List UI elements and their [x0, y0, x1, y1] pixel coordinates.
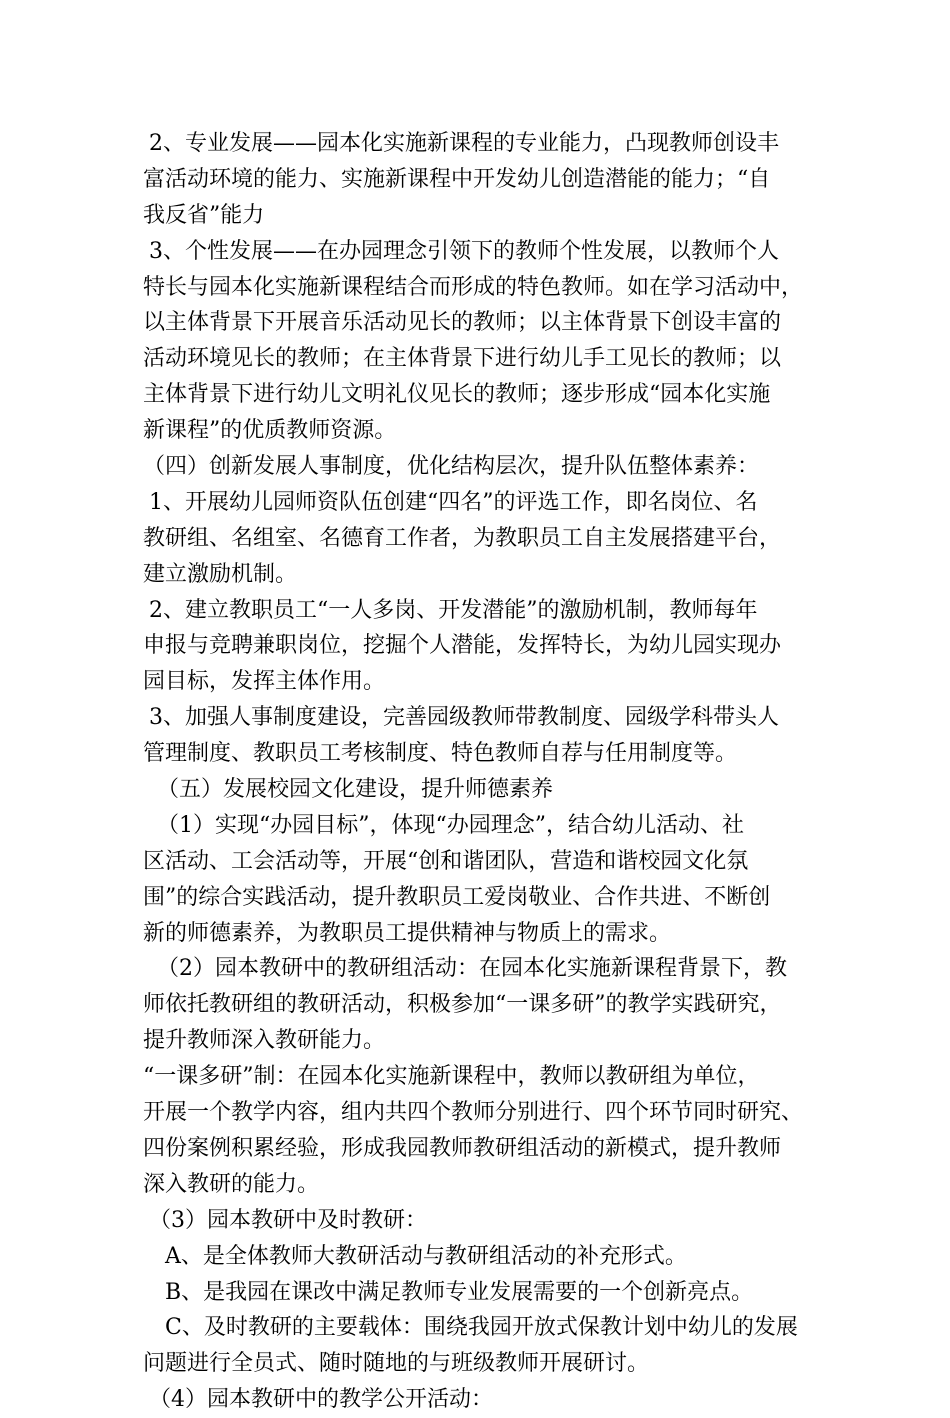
text-line: “一课多研”制：在园本化实施新课程中，教师以教研组为单位， — [143, 1064, 760, 1090]
text-line: 教研组、名组室、名德育工作者，为教职员工自主发展搭建平台， — [143, 525, 782, 551]
text-line: 活动环境见长的教师；在主体背景下进行幼儿手工见长的教师；以 — [143, 346, 782, 372]
text-line: （五）发展校园文化建设，提升师德素养 — [157, 777, 554, 803]
text-line: B、是我园在课改中满足教师专业发展需要的一个创新亮点。 — [165, 1279, 754, 1305]
text-line: （3）园本教研中及时教研： — [149, 1207, 427, 1233]
text-line: （四）创新发展人事制度，优化结构层次，提升队伍整体素养： — [143, 454, 760, 480]
text-line: 主体背景下进行幼儿文明礼仪见长的教师；逐步形成“园本化实施 — [143, 382, 771, 408]
text-line: （1）实现“办园目标”，体现“办园理念”，结合幼儿活动、社 — [157, 812, 744, 838]
text-line: 师依托教研组的教研活动，积极参加“一课多研”的教学实践研究， — [143, 992, 782, 1018]
text-line: 1、开展幼儿园师资队伍创建“四名”的评选工作，即名岗位、名 — [149, 489, 758, 515]
text-line: （4）园本教研中的教学公开活动： — [149, 1387, 493, 1413]
text-line: 新的师德素养，为教职员工提供精神与物质上的需求。 — [143, 920, 672, 946]
text-line: 四份案例积累经验，形成我园教师教研组活动的新模式，提升教师 — [143, 1135, 782, 1161]
text-line: 开展一个教学内容，组内共四个教师分别进行、四个环节同时研究、 — [143, 1100, 804, 1126]
text-line: C、及时教研的主要载体：围绕我园开放式保教计划中幼儿的发展 — [165, 1315, 798, 1341]
text-line: 深入教研的能力。 — [143, 1171, 320, 1197]
text-line: 提升教师深入教研能力。 — [143, 1028, 386, 1054]
text-line: 建立激励机制。 — [143, 561, 298, 587]
text-line: 管理制度、教职员工考核制度、特色教师自荐与任用制度等。 — [143, 741, 738, 767]
text-line: A、是全体教师大教研活动与教研组活动的补充形式。 — [165, 1243, 687, 1269]
text-line: 我反省”能力 — [143, 202, 265, 228]
document-body — [143, 126, 813, 1418]
text-line: 特长与园本化实施新课程结合而形成的特色教师。如在学习活动中， — [143, 274, 804, 300]
text-line: 以主体背景下开展音乐活动见长的教师；以主体背景下创设丰富的 — [143, 310, 782, 336]
text-line: 3、个性发展——在办园理念引领下的教师个性发展，以教师个人 — [149, 238, 779, 264]
text-line: 区活动、工会活动等，开展“创和谐团队，营造和谐校园文化氛 — [143, 848, 749, 874]
text-line: 2、专业发展——园本化实施新课程的专业能力，凸现教师创设丰 — [149, 131, 779, 156]
text-line: 申报与竞聘兼职岗位，挖掘个人潜能，发挥特长，为幼儿园实现办 — [143, 633, 782, 659]
text-line: 园目标，发挥主体作用。 — [143, 669, 386, 695]
text-line: 围”的综合实践活动，提升教职员工爱岗敬业、合作共进、不断创 — [143, 884, 771, 910]
text-line: 新课程”的优质教师资源。 — [143, 418, 397, 444]
text-line: （2）园本教研中的教研组活动：在园本化实施新课程背景下，教 — [157, 956, 787, 982]
text-line: 富活动环境的能力、实施新课程中开发幼儿创造潜能的能力；“自 — [143, 166, 771, 192]
text-line: 问题进行全员式、随时随地的与班级教师开展研讨。 — [143, 1351, 650, 1377]
text-line: 3、加强人事制度建设，完善园级教师带教制度、园级学科带头人 — [149, 705, 779, 731]
text-line: 2、建立教职员工“一人多岗、开发潜能”的激励机制，教师每年 — [149, 597, 758, 623]
